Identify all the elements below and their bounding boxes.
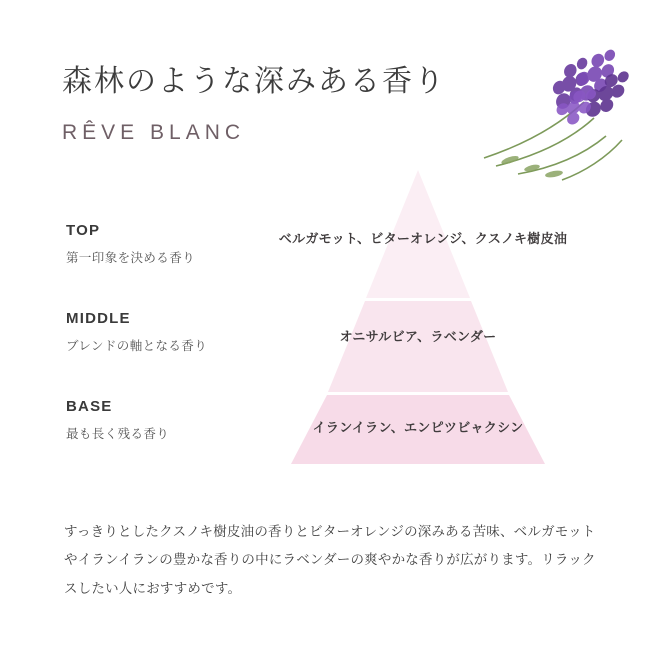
note-block-base bbox=[66, 398, 246, 442]
note-block-middle bbox=[66, 310, 246, 354]
ingredients-base: イランイラン、エンピツビャクシン bbox=[312, 421, 524, 436]
note-label-list bbox=[66, 222, 246, 442]
ingredients-middle: オニサルビア、ラベンダー bbox=[339, 330, 497, 345]
brand-name: RÊVE BLANC bbox=[62, 121, 246, 144]
page-title: 森林のような深みある香り bbox=[62, 64, 446, 99]
fragrance-description: すっきりとしたクスノキ樹皮油の香りとビターオレンジの深みある苦味、ベルガモットやイランイランの豊かな香りの中にラベンダーの爽やかな香りが広がります。リラックスしたい人におすすめです。 bbox=[64, 524, 596, 597]
header bbox=[62, 62, 582, 145]
ingredients-top: ベルガモット、ビターオレンジ、クスノキ樹皮油 bbox=[278, 232, 568, 247]
note-name-middle: MIDDLE bbox=[66, 310, 131, 327]
note-desc-base: 最も長く残る香り bbox=[66, 426, 170, 441]
note-desc-middle: ブレンドの軸となる香り bbox=[66, 338, 208, 353]
note-desc-top: 第一印象を決める香り bbox=[66, 250, 196, 265]
note-name-top: TOP bbox=[66, 222, 101, 239]
note-name-base: BASE bbox=[66, 398, 113, 415]
note-block-top bbox=[66, 222, 246, 266]
pyramid-layer-middle bbox=[328, 301, 508, 392]
